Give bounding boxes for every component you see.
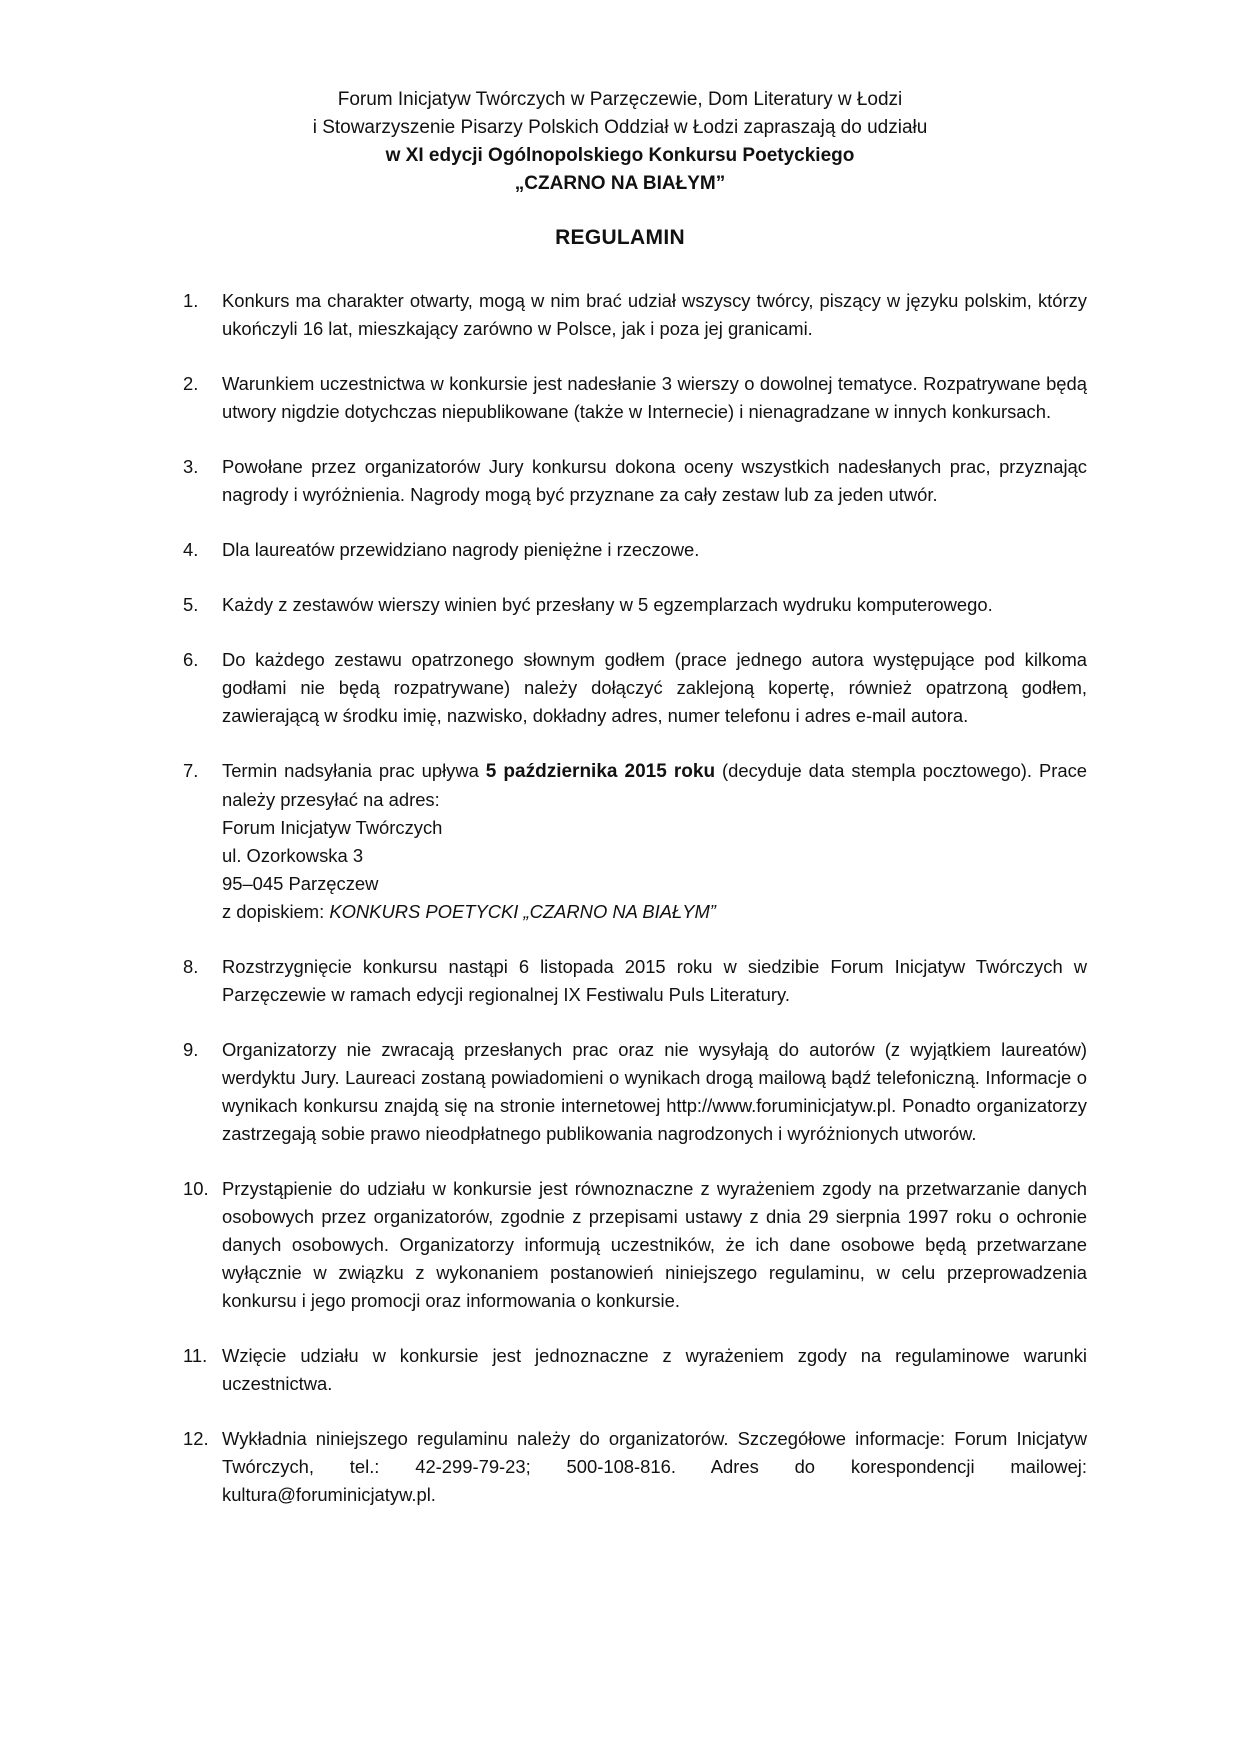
header-line-edition: w XI edycji Ogólnopolskiego Konkursu Poetyckiego [385, 145, 855, 166]
rule-item-9 [183, 1036, 1087, 1148]
rule-item-11 [183, 1342, 1087, 1398]
rule-text: Organizatorzy nie zwracają przesłanych prac oraz nie wysyłają do autorów (z wyjątkiem laureatów) werdyktu Jury. Laureaci zostaną powiadomieni o wynikach drogą mailową bądź telefoniczną. Informacje o wynikach konkursu znajdą się na stronie internetowej http://www.foruminicjatyw.pl. Ponadto organizatorzy zastrzegają sobie prawo nieodpłatnego publikowania nagrodzonych i wyróżnionych utworów. [222, 1039, 1087, 1144]
rule-number: 1. [183, 290, 199, 311]
rule-text: Rozstrzygnięcie konkursu nastąpi 6 listopada 2015 roku w siedzibie Forum Inicjatyw Twórczych w Parzęczewie w ramach edycji regionalnej IX Festiwalu Puls Literatury. [222, 956, 1087, 1005]
rule-item-8 [183, 953, 1087, 1009]
rule-item-1 [183, 287, 1087, 343]
address-line-name: Forum Inicjatyw Twórczych [222, 817, 443, 838]
rule-item-10 [183, 1175, 1087, 1315]
rule-text-after: (decyduje data stempla pocztowego). Prace należy przesyłać na adres: [222, 760, 1087, 810]
address-line-street: ul. Ozorkowska 3 [222, 845, 364, 866]
address-note-value: KONKURS POETYCKI „CZARNO NA BIAŁYM” [329, 901, 716, 922]
address-line-city: 95–045 Parzęczew [222, 873, 379, 894]
rule-item-2 [183, 370, 1087, 426]
address-note [222, 898, 1087, 926]
rule-item-5 [183, 591, 1087, 619]
rule-text [222, 757, 1087, 814]
rule-item-6 [183, 646, 1087, 730]
rule-number: 3. [183, 456, 199, 477]
rule-number: 8. [183, 956, 199, 977]
rule-number: 2. [183, 373, 199, 394]
deadline-date: 5 października 2015 roku [485, 761, 716, 782]
rule-number: 5. [183, 594, 199, 615]
rule-text: Wykładnia niniejszego regulaminu należy do organizatorów. Szczegółowe informacje: Forum Inicjatyw Twórczych, tel.: 42-299-79-23; 500-108-816. Adres do korespondencji mailowej: kultura@foruminicjatyw.pl. [222, 1428, 1087, 1505]
address-note-label: z dopiskiem: [222, 901, 330, 922]
rule-text-before: Termin nadsyłania prac upływa [222, 760, 486, 781]
page-title: REGULAMIN [555, 226, 685, 249]
rule-number: 9. [183, 1039, 199, 1060]
rule-text: Do każdego zestawu opatrzonego słownym godłem (prace jednego autora występujące pod kilkoma godłami nie będą rozpatrywane) należy dołączyć zaklejoną kopertę, również opatrzoną godłem, zawierającą w środku imię, nazwisko, dokładny adres, numer telefonu i adres e-mail autora. [222, 649, 1087, 726]
rule-text: Dla laureatów przewidziano nagrody pieniężne i rzeczowe. [222, 539, 700, 560]
rule-number: 6. [183, 649, 199, 670]
rule-text: Każdy z zestawów wierszy winien być przesłany w 5 egzemplarzach wydruku komputerowego. [222, 594, 993, 615]
header-line-invitation: i Stowarzyszenie Pisarzy Polskich Oddział w Łodzi zapraszają do udziału [312, 117, 928, 138]
header-line-contest-name: „CZARNO NA BIAŁYM” [514, 173, 726, 194]
rule-text: Konkurs ma charakter otwarty, mogą w nim brać udział wszyscy twórcy, piszący w języku polskim, którzy ukończyli 16 lat, mieszkający zarówno w Polsce, jak i poza jej granicami. [222, 290, 1087, 339]
rule-item-3 [183, 453, 1087, 509]
rule-text: Przystąpienie do udziału w konkursie jest równoznaczne z wyrażeniem zgody na przetwarzanie danych osobowych przez organizatorów, zgodnie z przepisami ustawy z dnia 29 sierpnia 1997 roku o ochronie danych osobowych. Organizatorzy informują uczestników, że ich dane osobowe będą przetwarzane wyłącznie w związku z wykonaniem postanowień niniejszego regulaminu, w celu przeprowadzenia konkursu i jego promocji oraz informowania o konkursie. [222, 1178, 1087, 1311]
rule-number: 10. [183, 1178, 209, 1199]
rule-item-4 [183, 536, 1087, 564]
rule-text: Powołane przez organizatorów Jury konkursu dokona oceny wszystkich nadesłanych prac, przyznając nagrody i wyróżnienia. Nagrody mogą być przyznane za cały zestaw lub za jeden utwór. [222, 456, 1087, 505]
rule-number: 4. [183, 539, 199, 560]
rule-item-7 [183, 757, 1087, 926]
header-line-organizers: Forum Inicjatyw Twórczych w Parzęczewie, Dom Literatury w Łodzi [337, 89, 903, 110]
document-header [0, 86, 1240, 198]
rule-text: Wzięcie udziału w konkursie jest jednoznaczne z wyrażeniem zgody na regulaminowe warunki uczestnictwa. [222, 1345, 1087, 1394]
rule-number: 11. [183, 1345, 208, 1366]
rules-list [183, 287, 1087, 1536]
rule-number: 7. [183, 760, 199, 781]
rule-number: 12. [183, 1428, 209, 1449]
rule-item-12 [183, 1425, 1087, 1509]
rule-text: Warunkiem uczestnictwa w konkursie jest nadesłanie 3 wierszy o dowolnej tematyce. Rozpatrywane będą utwory nigdzie dotychczas niepublikowane (także w Internecie) i nienagradzane w innych konkursach. [222, 373, 1087, 422]
postal-address [222, 814, 1087, 926]
